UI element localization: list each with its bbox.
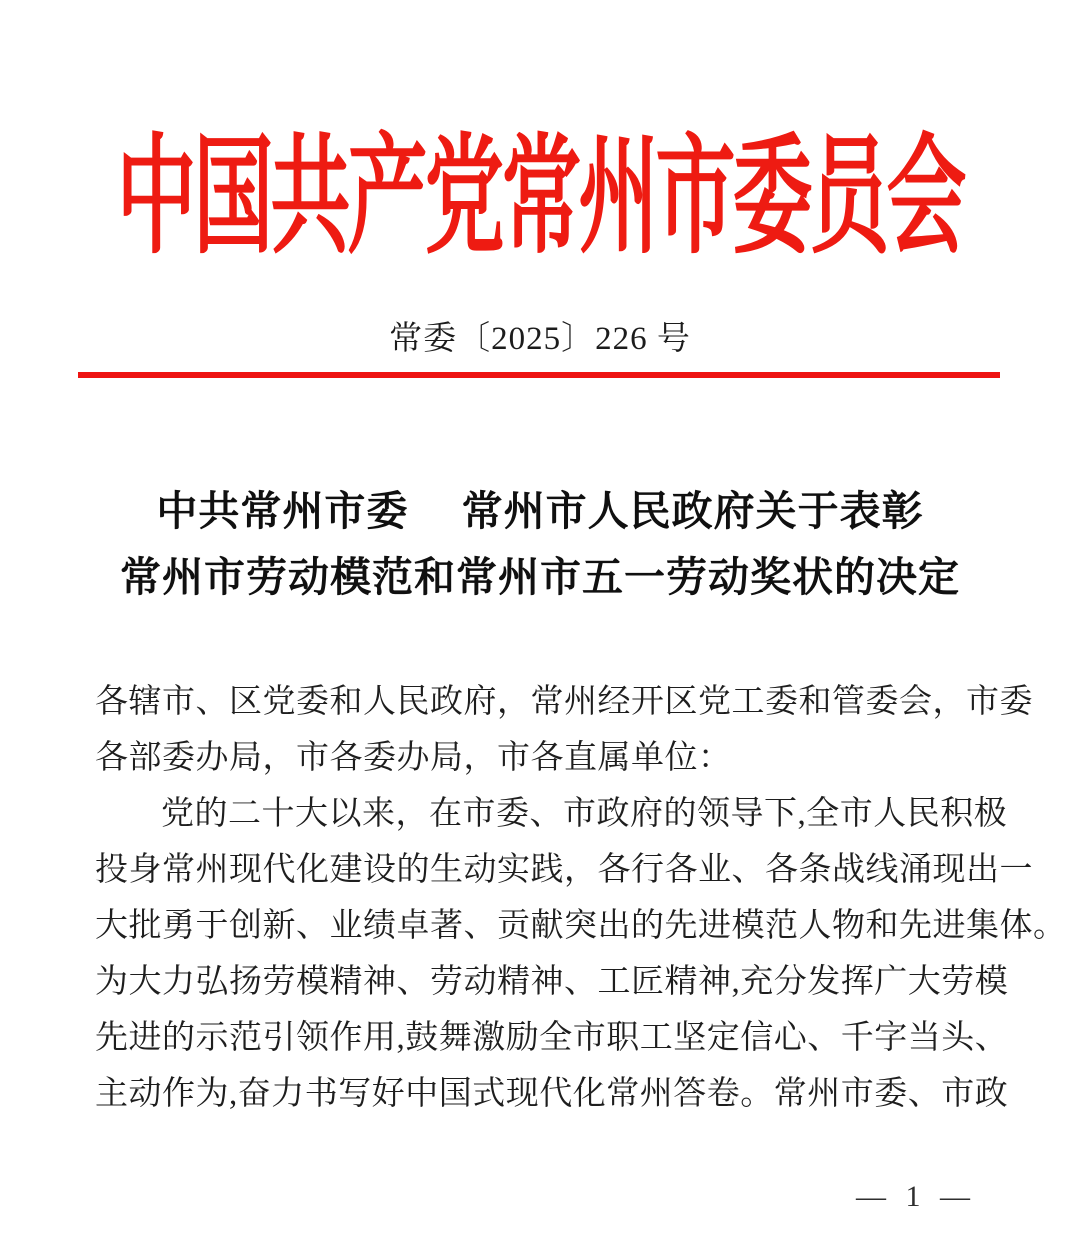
- paragraph-line: 党的二十大以来，在市委、市政府的领导下,全市人民积极: [161, 796, 1008, 832]
- paragraph-line: 为大力弘扬劳模精神、劳动精神、工匠精神,充分发挥广大劳模: [95, 964, 1009, 1000]
- red-separator-rule: [78, 372, 1000, 378]
- document-title: [0, 478, 1080, 610]
- paragraph-line: 大批勇于创新、业绩卓著、贡献突出的先进模范人物和先进集体。: [95, 908, 1067, 944]
- paragraph-line: 先进的示范引领作用,鼓舞激励全市职工坚定信心、千字当头、: [95, 1020, 1009, 1056]
- paragraph-line: 投身常州现代化建设的生动实践，各行各业、各条战线涌现出一: [95, 852, 1033, 888]
- issuing-authority-header: 中国共产党常州市委员会: [116, 127, 964, 271]
- document-body: [95, 674, 1067, 1122]
- salutation-line: 各部委办局，市各委办局，市各直属单位：: [95, 740, 732, 776]
- page-number: — 1 —: [856, 1180, 976, 1213]
- document-title-line-2: 常州市劳动模范和常州市五一劳动奖状的决定: [120, 554, 960, 600]
- document-title-line-1: 中共常州市委 常州市人民政府关于表彰: [156, 488, 924, 534]
- salutation-line: 各辖市、区党委和人民政府，常州经开区党工委和管委会，市委: [95, 684, 1033, 720]
- paragraph-line: 主动作为,奋力书写好中国式现代化常州答卷。常州市委、市政: [95, 1076, 1009, 1112]
- document-reference-number: 常委〔2025〕226 号: [389, 321, 691, 357]
